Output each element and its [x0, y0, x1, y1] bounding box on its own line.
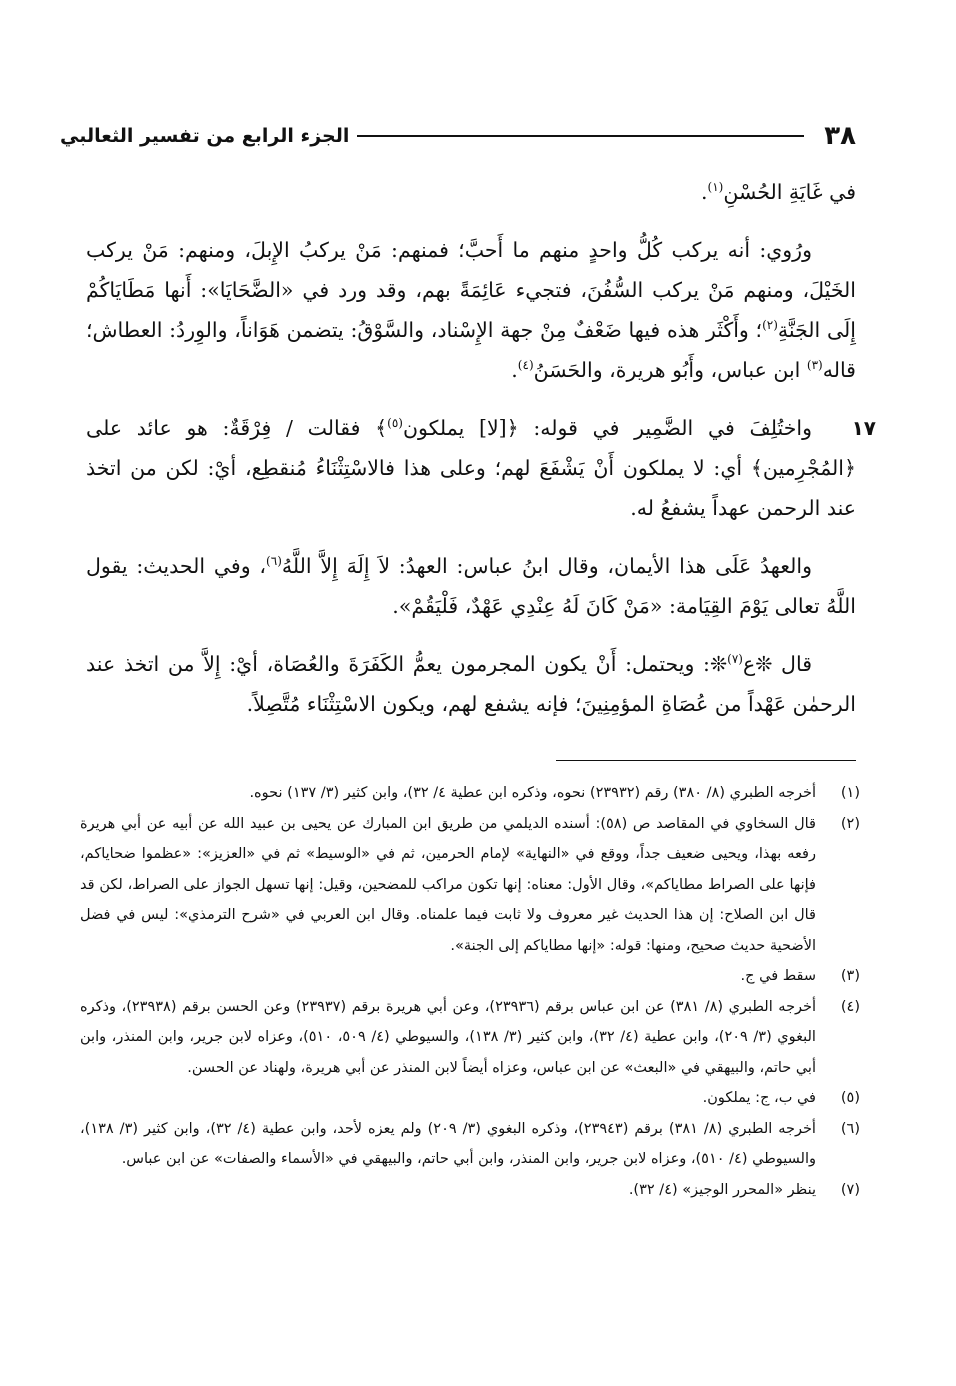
- footnote: [80, 778, 860, 809]
- footnote-text: أخرجه الطبري (٨/ ٣٨١) عن ابن عباس برقم (٢٣٩٣٦)، وعن أبي هريرة برقم (٢٣٩٣٧) وعن الحسن برقم (٢٣٩٣٨)، وذكره البغوي (٣/ ٢٠٩)، وابن عطية (٤/ ٣٢)، وابن كثير (٣/ ١٣٨)، والسيوطي (٤/ ٥٠٩، ٥١٠)، وعزاه لابن جرير، وابن المنذر، وابن أبي حاتم، والبيهقي في «البعث» عن ابن عباس، وعزاه أيضاً لابن المنذر عن أبي هريرة، ولهناد عن الحسن.: [80, 998, 817, 1076]
- paragraph-3-text-a: واختُلِفَ في الضَّمِير في قوله: ﴿[لا] يملكون: [402, 416, 812, 440]
- footnote: [80, 961, 860, 992]
- footnotes: [80, 778, 860, 1205]
- paragraph-2-text-a: ورُوي: أنه يركب كُلُّ واحدٍ منهم ما أَحبَّ؛ فمنهم: مَنْ يركبُ الإِبلَ، ومنهم: مَنْ يركب الخَيْلَ، ومنهم مَنْ يركب السُّفُنَ، فتجيء عَائِمَةً بهم، وقد ورد في «الضَّحَايَا»: أَنها مَطَايَاكُمْ إِلَى الجَنَّةِ: [86, 238, 856, 342]
- footnote-text: ينظر «المحرر الوجيز» (٤/ ٣٢).: [628, 1181, 816, 1198]
- paragraph-5-text-a: قال ❊ع: [742, 652, 812, 676]
- paragraph-5: [86, 644, 856, 724]
- footnote-ref-1: (١): [707, 180, 724, 195]
- footnote-text: أخرجه الطبري (٨/ ٣٨١) برقم (٢٣٩٤٣)، وذكره البغوي (٣/ ٢٠٩) ولم يعزه لأحد، وابن عطية (٤/ ٣٢)، وابن كثير (٣/ ١٣٨)، والسيوطي (٤/ ٥١٠)، وعزاه لابن جرير، وابن المنذر، وابن أبي حاتم، والبيهقي في «الأسماء والصفات» عن ابن عباس.: [80, 1120, 816, 1167]
- footnote-number: (١): [840, 785, 860, 801]
- paragraph-1-text: في غَايَةِ الحُسْنِ: [723, 180, 856, 204]
- paragraph-4-text-b: ، وفي الحديث: يقول اللَّهُ تعالى يَوْمَ القِيَامة: «مَنْ كَانَ لَهُ عِنْدِي عَهْدٌ، فَلْيَقُمْ».: [86, 554, 856, 618]
- footnote-text: في ب، ج: يملكون.: [702, 1090, 816, 1106]
- footnote-separator: [556, 760, 856, 761]
- footnote: [80, 1175, 860, 1206]
- footnote: [80, 1114, 860, 1175]
- page-number: ٣٨: [824, 121, 856, 151]
- header-rule: [357, 135, 804, 137]
- paragraph-2: [86, 230, 856, 390]
- paragraph-4-text-a: والعهدُ عَلَى هذا الأيمان، وقال ابنُ عباس: العهدُ: لاَ إِلَهَ إِلاَّ اللَّهُ: [281, 554, 812, 578]
- paragraph-3-text-b: ﴾ فقالت / فِرْقَةٌ: هو عائد على ﴿المُجْرِمين﴾ أي: لا يملكون أَنْ يَشْفَعَ لهم؛ وعلى هذا فالاسْتِثْنَاءُ مُنقطِع، أيْ: لكن من اتخذ عند الرحمن عهداً يشفعُ له.: [86, 416, 856, 520]
- footnote-ref-3: (٣): [806, 358, 823, 373]
- paragraph-2-text-b: ؛ وأَكْثَر هذه فيها ضَعْفٌ مِنْ جهة الإِسْناد، والسَّوْقُ: يتضمن هَوَاناً، والوِردُ: العطاش؛ قاله: [86, 318, 856, 382]
- footnote-ref-4: (٤): [517, 358, 534, 373]
- running-header: [60, 118, 856, 154]
- footnote-ref-7: (٧): [727, 652, 743, 667]
- paragraph-3: [86, 408, 876, 528]
- footnote-number: (٤): [840, 998, 860, 1015]
- footnote-number: (٧): [840, 1181, 860, 1198]
- footnote: [80, 1083, 860, 1114]
- footnote: [80, 809, 860, 962]
- footnote-number: (٥): [840, 1090, 860, 1106]
- verse-number-marker: ١٧: [851, 416, 876, 440]
- paragraph-1-end: .: [700, 180, 708, 204]
- paragraph-5-text-b: ❊: ويحتمل: أَنْ يكون المجرمون يعمُّ الكَفَرَةَ والعُصَاة، أيْ: إِلاَّ من اتخذ عند الرحمٰن عَهْداً من عُصَاةِ المؤمِنِينَ؛ فإنه يشفع لهم، ويكون الاسْتِثْنَاء مُتَّصِلاً.: [86, 652, 856, 716]
- footnote-number: (٢): [840, 815, 860, 832]
- paragraph-1: [86, 172, 856, 212]
- footnote-number: (٦): [840, 1120, 860, 1137]
- footnote: [80, 992, 860, 1084]
- footnote-ref-6: (٦): [266, 554, 282, 569]
- footnote-number: (٣): [840, 968, 860, 984]
- paragraph-2-text-c: ابن عباس، وأَبُو هريرة، والحَسَنُ: [533, 358, 807, 382]
- footnote-text: قال السخاوي في المقاصد ص (٥٨): أسنده الديلمي من طريق ابن المبارك عن يحيى بن عبيد الله عن أبيه عن أبي هريرة رفعه بهذا، ويحيى ضعيف جداً، ووقع في «النهاية» لإمام الحرمين، ثم في «الوسيط» ثم في «العزيز»: «عظموا ضحاياكم، فإنها على الصراط مطاياكم»، وقال الأول: معناه: إنها تكون مراكب للمضحين، وقيل: إنها تسهل الجواز على الصراط، لكن قد قال ابن الصلاح: إن هذا الحديث غير معروف ولا ثابت فيما علمناه. وقال ابن العربي في «شرح الترمذي»: ليس في فضل الأضحية حديث صحيح، ومنها: قوله: «إنها مطاياكم إلى الجنة».: [80, 815, 816, 954]
- footnote-text: أخرجه الطبري (٨/ ٣٨٠) رقم (٢٣٩٣٢) نحوه، وذكره ابن عطية ٤/ ٣٢)، وابن كثير (٣/ ١٣٧) نحوه.: [249, 785, 816, 801]
- main-text: [86, 172, 876, 742]
- footnote-text: سقط في ج.: [740, 968, 816, 984]
- paragraph-2-end: .: [511, 358, 518, 382]
- footnote-ref-2: (٢): [762, 318, 778, 333]
- footnote-ref-5: (٥): [387, 416, 403, 431]
- paragraph-4: [86, 546, 856, 626]
- running-title: الجزء الرابع من تفسير الثعالبي: [60, 125, 350, 147]
